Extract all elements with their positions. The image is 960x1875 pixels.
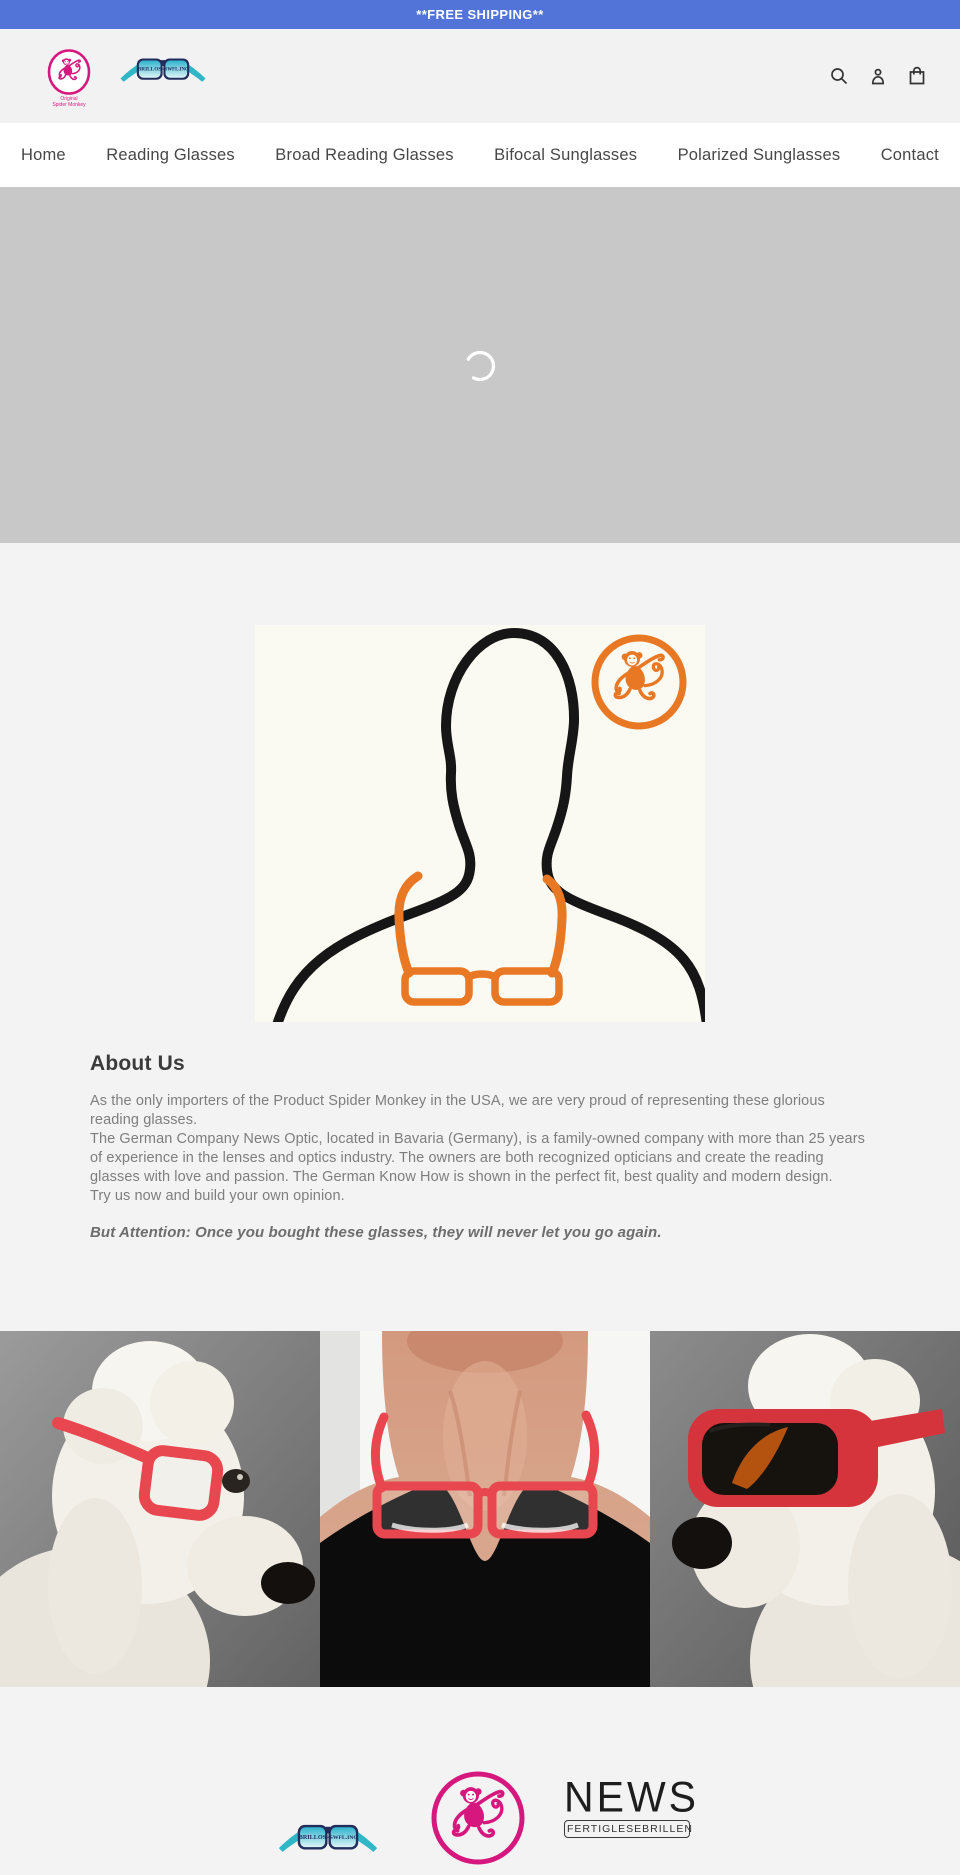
about-paragraph: Try us now and build your own opinion. <box>90 1188 345 1204</box>
nav-item-home[interactable]: Home <box>21 145 66 164</box>
news-logo-subtitle: FERTIGLESEBRILLEN <box>564 1820 690 1838</box>
photo-dog-red-glasses <box>0 1331 320 1687</box>
glasses-around-neck-illustration <box>255 625 705 1022</box>
svg-text:BRILLOS: BRILLOS <box>298 1835 327 1842</box>
brillos-glasses-logo[interactable] <box>118 49 208 88</box>
cart-icon[interactable] <box>906 65 928 87</box>
footer-news-logo <box>564 1773 699 1838</box>
glasses-logo-right-text: SWFL.INC <box>164 67 189 73</box>
nav-item-contact[interactable]: Contact <box>880 145 939 164</box>
site-footer <box>0 1687 960 1842</box>
footer-monkey-logo <box>429 1769 527 1867</box>
photo-neck-glasses <box>320 1331 650 1687</box>
logo-group[interactable] <box>46 49 208 108</box>
nav-item-bifocal-sunglasses[interactable]: Bifocal Sunglasses <box>494 145 638 164</box>
about-section <box>90 1052 870 1242</box>
main-nav <box>0 123 960 187</box>
account-icon[interactable] <box>867 65 889 87</box>
loading-spinner-icon <box>462 348 498 384</box>
monkey-oval-icon <box>47 49 91 95</box>
svg-text:SWFL.INC: SWFL.INC <box>329 1835 358 1842</box>
about-heading: About Us <box>90 1052 185 1075</box>
nav-item-broad-reading-glasses[interactable]: Broad Reading Glasses <box>275 145 454 164</box>
news-logo-title: NEWS <box>564 1773 699 1821</box>
hero-slideshow-loading <box>0 187 960 543</box>
nav-item-reading-glasses[interactable]: Reading Glasses <box>106 145 235 164</box>
about-paragraph: As the only importers of the Product Spider Monkey in the USA, we are very proud of representing these glorious reading glasses. <box>90 1093 825 1128</box>
photo-strip <box>0 1331 960 1687</box>
site-header <box>0 29 960 123</box>
about-paragraph: The German Company News Optic, located in Bavaria (Germany), is a family-owned company with more than 25 years of experience in the lenses and optics industry. The owners are both recognized opticians and create the reading glasses with love and passion. The German Know How is shown in the perfect fit, best quality and modern design. <box>90 1131 865 1185</box>
search-icon[interactable] <box>828 65 850 87</box>
header-icons <box>828 65 928 87</box>
nav-item-polarized-sunglasses[interactable]: Polarized Sunglasses <box>677 145 841 164</box>
glasses-logo-left-text: BRILLOS <box>137 66 162 73</box>
about-emphasis: But Attention: Once you bought these glasses, they will never let you go again. <box>90 1224 662 1241</box>
photo-dog-red-sunglasses <box>650 1331 960 1687</box>
spider-monkey-logo[interactable] <box>46 49 92 108</box>
monkey-logo-caption: Original Spider Monkey <box>52 96 86 108</box>
announcement-text: **FREE SHIPPING** <box>416 7 544 22</box>
footer-glasses-logo <box>276 1814 380 1859</box>
announcement-bar <box>0 0 960 29</box>
